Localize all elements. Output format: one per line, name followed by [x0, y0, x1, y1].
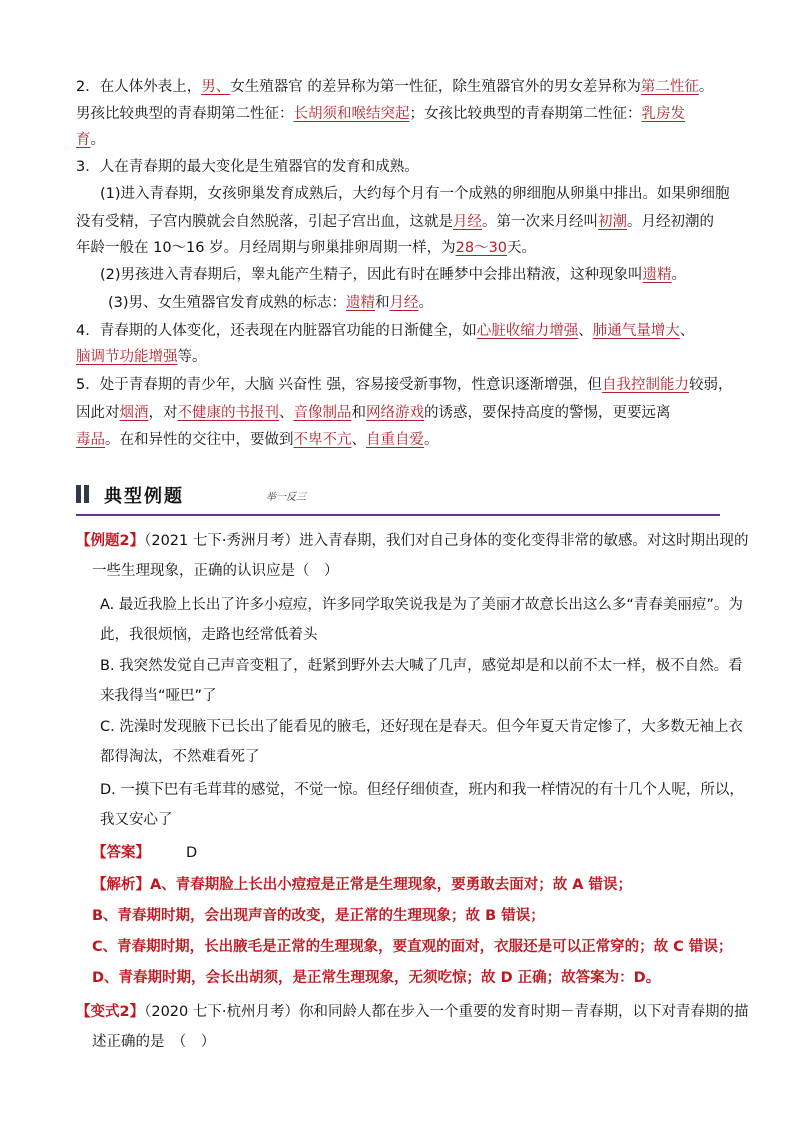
- option-a-line2: 此，我很烦恼，走路也经常低着头: [100, 627, 318, 643]
- para3-sub1-line1: (1)进入青春期，女孩卵巢发育成熟后，大约每个月有一个成熟的卵细胞从卵巢中排出。如果卵细胞: [100, 186, 730, 202]
- variant-question-line2: 述正确的是 （ ）: [92, 1034, 216, 1050]
- analysis-line1: 【解析】A、青春期脸上长出小痘痘是正常是生理现象，要勇敢去面对；故 A 错误；: [92, 877, 633, 893]
- blank-fill: 育: [76, 132, 91, 148]
- para3-sub2: (2)男孩进入青春期后，睾丸能产生精子，因此有时在睡梦中会排出精液，这种现象叫遗精。: [100, 267, 687, 283]
- blank-fill: 不卑不亢: [293, 432, 352, 448]
- para2-line1: 2．在人体外表上，男、女生殖器官 的差异称为第一性征，除生殖器官外的男女差异称为第二性征。: [76, 79, 714, 95]
- blank-fill: 肺通气量增大: [592, 323, 680, 339]
- option-d-line1: D. 一摸下巴有毛茸茸的感觉，不觉一惊。但经仔细侦查，班内和我一样情况的有十几个人呢，所以，: [100, 782, 744, 798]
- blank-fill: 28～30: [455, 240, 508, 256]
- option-c-line1: C. 洗澡时发现腋下已长出了能看见的腋毛，还好现在是春天。但今年夏天肯定惨了，大多数无袖上衣: [100, 719, 743, 735]
- para3-sub1-line2: 没有受精，子宫内膜就会自然脱落，引起子宫出血，这就是月经。第一次来月经叫初潮。月经初潮的: [76, 214, 714, 230]
- variant-label: 【变式2】: [76, 1004, 145, 1020]
- blank-fill: 乳房发: [641, 106, 685, 122]
- para4-line2: 脑调节功能增强等。: [76, 349, 207, 365]
- blank-fill: 自重自爱: [366, 432, 424, 448]
- blank-fill: 月经: [389, 295, 419, 311]
- blank-fill: 第二性征: [640, 79, 699, 95]
- blank-fill: 网络游戏: [366, 405, 424, 421]
- blank-fill: 脑调节功能增强: [76, 349, 178, 365]
- para4-line1: 4．青春期的人体变化，还表现在内脏器官功能的日渐健全，如心脏收缩力增强、肺通气量增大、: [76, 323, 695, 339]
- answer-value: D: [186, 845, 198, 861]
- para3-sub1-line3: 年龄一般在 10～16 岁。月经周期与卵巢排卵周期一样，为28～30天。: [76, 240, 537, 256]
- blank-fill: 长胡须和喉结突起: [293, 106, 410, 122]
- para5-line3: 毒品。在和异性的交往中，要做到不卑不亢、自重自爱。: [76, 432, 439, 448]
- variant-question-line1: 【变式2】（2020 七下·杭州月考）你和同龄人都在步入一个重要的发育时期－青春期，以下对青春期的描: [76, 1004, 749, 1020]
- blank-fill: 自我控制能力: [601, 377, 689, 393]
- para3-line1: 3．人在青春期的最大变化是生殖器官的发育和成熟。: [76, 159, 419, 175]
- answer-label: 【答案】: [92, 845, 150, 861]
- option-a-line1: A. 最近我脸上长出了许多小痘痘，许多同学取笑说我是为了美丽才故意长出这么多“青春美丽痘”。为: [100, 597, 743, 613]
- blank-fill: 月经: [453, 214, 482, 230]
- para5-line1: 5．处于青春期的青少年，大脑 兴奋性 强，容易接受新事物，性意识逐渐增强，但自我控制能力较弱，: [76, 377, 733, 393]
- para2-line3: 育。: [76, 132, 105, 148]
- section-title: 典型例题: [104, 486, 184, 507]
- blank-fill: 不健康的书报刊: [177, 405, 279, 421]
- blank-fill: 初潮: [598, 214, 627, 230]
- example-question-line1: 【例题2】（2021 七下·秀洲月考）进入青春期，我们对自己身体的变化变得非常的敏感。对这时期出现的: [76, 533, 749, 549]
- analysis-line3: C、青春期时期，长出腋毛是正常的生理现象，要直观的面对，衣服还是可以正常穿的；故 C 错误；: [92, 939, 733, 955]
- blank-fill: 心脏收缩力增强: [476, 323, 579, 339]
- section-subtitle: 举一反三: [266, 492, 306, 503]
- blank-fill: 遗精: [346, 295, 376, 311]
- blank-fill: 毒品: [76, 432, 105, 448]
- blank-fill: 遗精: [642, 267, 672, 283]
- option-b-line1: B. 我突然发觉自己声音变粗了，赶紧到野外去大喊了几声，感觉却是和以前不太一样，极不自然。看: [100, 658, 743, 674]
- example-question-line2: 一些生理现象，正确的认识应是（ ）: [92, 563, 339, 579]
- blank-fill: 烟酒: [119, 405, 149, 421]
- option-d-line2: 我又安心了: [100, 812, 173, 828]
- para5-line2: 因此对烟酒，对不健康的书报刊、音像制品和网络游戏的诱惑，要保持高度的警惕，更要远离: [76, 405, 671, 421]
- example-label: 【例题2】: [76, 533, 145, 549]
- analysis-label: 【解析】: [92, 877, 150, 893]
- para3-sub3: (3)男、女生殖器官发育成熟的标志：遗精和月经。: [108, 295, 434, 311]
- analysis-line4: D、青春期时期，会长出胡须，是正常生理现象，无须吃惊；故 D 正确；故答案为：D。: [92, 970, 661, 986]
- option-b-line2: 来我得当“哑巴”了: [100, 688, 217, 704]
- section-divider: [76, 514, 720, 516]
- option-c-line2: 都得淘汰，不然难看死了: [100, 749, 260, 765]
- analysis-line2: B、青春期时期，会出现声音的改变，是正常的生理现象；故 B 错误；: [92, 908, 545, 924]
- blank-fill: 音像制品: [293, 405, 352, 421]
- answer-line: [92, 843, 197, 863]
- blank-fill: 男、: [201, 79, 231, 95]
- para2-line2: 男孩比较典型的青春期第二性征：长胡须和喉结突起；女孩比较典型的青春期第二性征：乳房发: [76, 106, 685, 122]
- book-icon: [76, 485, 90, 503]
